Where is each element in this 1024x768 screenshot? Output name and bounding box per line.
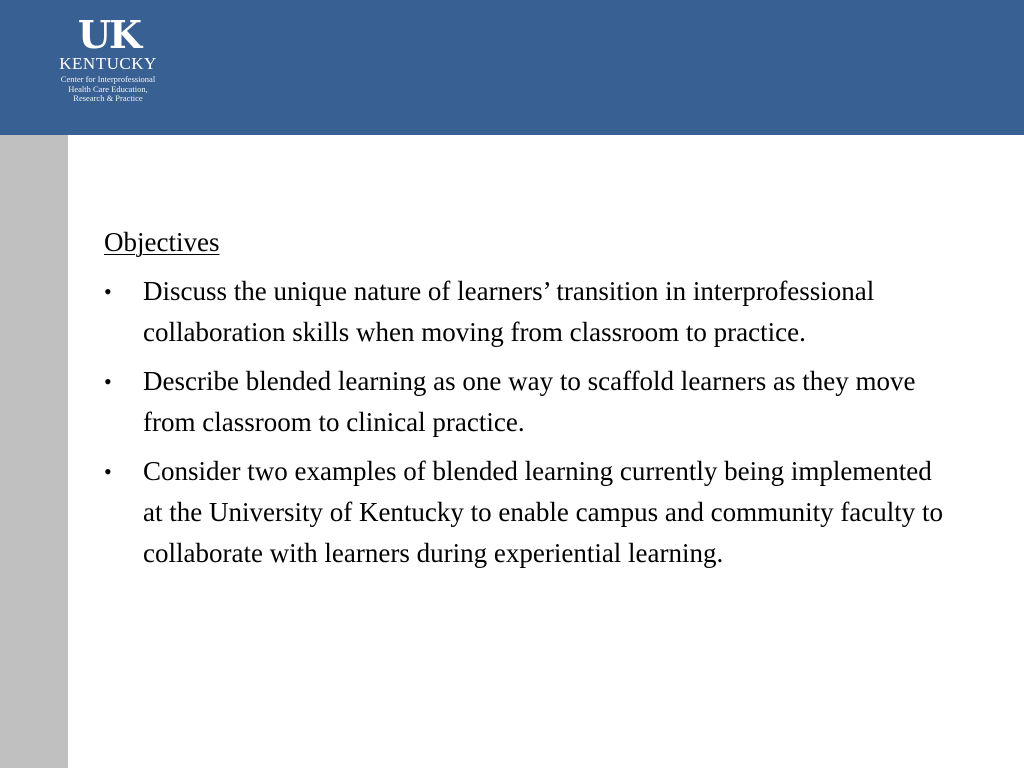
bullet-text: Describe blended learning as one way to scaffold learners as they move from classroom to clinical practice. (143, 366, 916, 437)
list-item (104, 361, 954, 443)
bullet-icon: • (104, 279, 112, 304)
bullet-icon: • (104, 459, 112, 484)
logo-subtitle-line: Health Care Education, (68, 83, 148, 94)
logo-wordmark: KENTUCKY (59, 54, 157, 73)
objectives-heading: Objectives (104, 227, 220, 257)
slide-content (104, 222, 954, 582)
logo-subtitle (40, 75, 176, 104)
list-item (104, 271, 954, 353)
left-side-bar (0, 135, 68, 768)
bullet-icon: • (104, 369, 112, 394)
logo-mark: UK (77, 12, 141, 57)
uk-logo (40, 14, 176, 104)
objectives-list (104, 271, 954, 574)
bullet-text: Consider two examples of blended learning currently being implemented at the University of Kentucky to enable campus and community faculty to collaborate with learners during experiential learning. (143, 456, 944, 568)
bullet-text: Discuss the unique nature of learners’ transition in interprofessional collaboration skills when moving from classroom to practice. (143, 276, 875, 347)
list-item (104, 451, 954, 574)
logo-subtitle-line: Center for Interprofessional (60, 74, 156, 84)
logo-subtitle-line: Research & Practice (73, 93, 143, 103)
